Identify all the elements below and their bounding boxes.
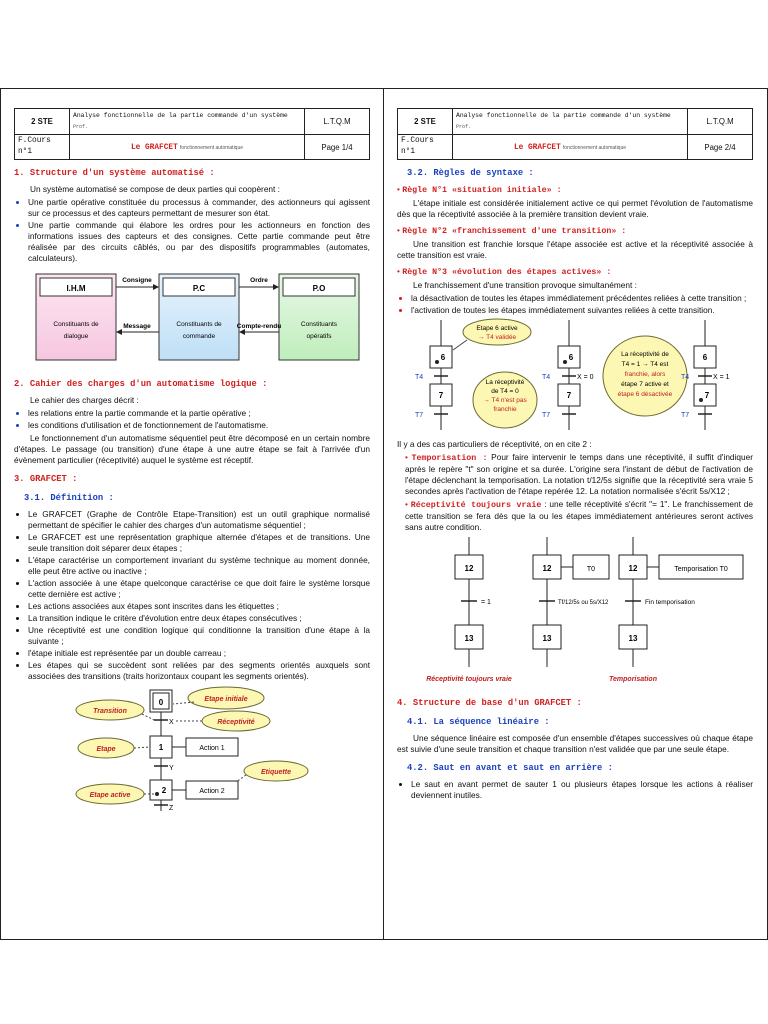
list-item: • l'activation de toutes les étapes immédiatement suivantes reliées à cette transition. [411,305,753,316]
receptivity-eq1: = 1 [481,599,491,606]
always-true-paragraph: • Réceptivité toujours vraie : une telle réceptivité s'écrit "= 1". Le franchissement de cette transition se fera dès que la ou les étapes immédiatement antérieures seront actives sans autre condition. [405,499,753,532]
transition-t7: T7 [681,412,690,419]
callout-text: Etape [96,746,116,753]
callout-text: → T4 n'est pas [483,397,527,404]
list-item: • les conditions d'utilisation et de fonctionnement de l'automatisme. [28,420,370,431]
rule-2: • Règle N°2 «franchissement d'une transition» : [397,225,627,236]
step-12: 12 [464,564,474,573]
school-label: L.T.Q.M [305,109,370,135]
class-label: 2 STE [398,109,453,135]
transition-t4: T4 [415,374,424,381]
callout-text: Etape 6 active [476,325,518,332]
action-t0: T0 [586,566,596,573]
section-4-1-title: 4.1. La séquence linéaire : [407,717,550,727]
receptivity-x0: X = 0 [577,374,594,381]
course-label: F.Cours n°1 [398,135,453,160]
step-12: 12 [542,564,552,573]
receptivity-x1: X = 1 [713,374,730,381]
step-13: 13 [464,634,474,643]
callout-pointer [142,714,154,720]
callout-text: Etape active [89,792,131,799]
action-1: Action 1 [199,745,225,752]
list-item: • L'action associée à une étape quelconque caractérise ce que doit faire le système lorsque cette dernière est active ; [28,578,370,600]
caption-tempo: Temporisation [609,676,657,683]
compte-rendu-label: Compte-rendu [236,323,282,330]
po-desc: opératifs [306,333,332,340]
doc-title: Le GRAFCET fonctionnement automatique [70,135,305,160]
section-1-list [14,197,370,264]
step-13: 13 [628,634,638,643]
pc-desc: Constituants de [176,321,222,328]
subject-label: Analyse fonctionnelle de la partie commande d'un système Prof. [70,109,305,135]
section-2-paragraph: Le fonctionnement d'un automatisme séquentiel peut être décomposé en un certain nombre d'étapes. Le passage (ou transition) d'une étape à une autre étape se fait à l'arrivée d'un évènement particulier (réceptivité) auquel le système est réceptif. [14,433,370,465]
pc-label: P.C [192,284,206,293]
callout-text: de T4 = 0 [491,388,519,395]
section-2-intro: Le cahier des charges décrit : [30,395,139,405]
callout-text: étape 7 active et [621,381,669,388]
callout-text: Transition [93,708,127,715]
callout-step6-active [463,319,531,345]
evolution-diagram [397,318,753,434]
tempo-paragraph: • Temporisation : Pour faire intervenir le temps dans une réceptivité, il suffit d'indiquer après le repère "t" son origine et sa durée. L'origine sera l'instant de début de l'activation de l'étape déclenchant la temporisation. La notation t/12/5s signifie que la réceptivité sera vraie 5 secondes après l'activation de l'étape repérée 12. La notation normalisée s'écrit 5s/X12 ; [405,452,753,496]
subject-label: Analyse fonctionnelle de la partie commande d'un système Prof. [453,109,688,135]
step-13: 13 [542,634,552,643]
list-item: • Le saut en avant permet de sauter 1 ou plusieurs étapes lorsque les actions à réaliser deviennent inutiles. [411,779,753,801]
list-item: • L'étape caractérise un comportement invariant du système technique au moment donnée, elle peut être active ou inactive ; [28,555,370,577]
list-item: • Une partie opérative constituée du processus à commander, des actionneurs qui agissent sur ce processus et des capteurs permettant de mesurer son état. [28,197,370,219]
rule-2-text: Une transition est franchie lorsque l'étape associée est active et la réceptivité associée à cette transition est vraie. [397,239,753,260]
transition-t4: T4 [542,374,551,381]
ihm-desc: dialogue [63,333,89,340]
callout-text: La réceptivité de [621,351,669,358]
list-item: • la désactivation de toutes les étapes immédiatement précédentes reliées à cette transition ; [411,293,753,304]
list-item: • Les actions associées aux étapes sont inscrites dans les étiquettes ; [28,601,370,612]
list-item: • Les étapes qui se succèdent sont reliées par des segments orientés auxquels sont associées des transitions (traits horizontaux coupant les segments orientés). [28,660,370,682]
grafcet-example-diagram [14,684,370,812]
section-3-2-title: 3.2. Règles de syntaxe : [407,168,534,178]
step-7: 7 [704,391,710,400]
step-12: 12 [628,564,638,573]
active-token [563,360,567,364]
list-item: • Une partie commande qui élabore les ordres pour les actionneurs en fonction des informations issues des capteurs et des consignes. Cette partie commande peut être réalisée par des circuits câblés, ou par des dispositifs programmables (automates, calculateurs). [28,220,370,264]
system-structure-diagram [14,266,370,368]
special-cases-intro: Il y a des cas particuliers de réceptivité, on en cite 2 : [397,439,592,449]
page-header [397,108,753,160]
callout-text: Etiquette [261,769,291,776]
step-1: 1 [158,743,164,752]
page-number: Page 1/4 [305,135,370,160]
list-item: • Le GRAFCET (Graphe de Contrôle Etape-Transition) est un outil graphique normalisé permettant de spécifier le cahier des charges d'un automatisme séquentiel ; [28,509,370,531]
page-2 [397,108,753,918]
list-item: • les relations entre la partie commande et la partie opérative ; [28,408,370,419]
callout-text: T4 = 1 → T4 est [621,361,669,368]
callout-text: franchie [493,406,517,413]
section-2-list [14,408,370,431]
callout-text: franchie, alors [624,371,666,378]
active-token [435,360,439,364]
step-2: 2 [161,786,167,795]
rule-3-list [397,293,753,316]
course-label: F.Cours n°1 [15,135,70,160]
receptivity-tempo: Tf/12/5s ou 5s/X12 [558,600,609,606]
step-0: 0 [158,698,164,707]
receptivity-examples-diagram [397,535,753,687]
list-item: • Une réceptivité est une condition logique qui conditionne la transition d'une étape à la suivante ; [28,625,370,647]
callout-text: Etape initiale [204,696,248,703]
section-3-title: 3. GRAFCET : [14,474,78,484]
step-7: 7 [566,391,572,400]
ihm-desc: Constituants de [53,321,99,328]
section-3-1-title: 3.1. Définition : [24,493,114,503]
list-item: • Le GRAFCET est une représentation graphique alternée d'étapes et de transitions. Une seule transition doit séparer deux étapes ; [28,532,370,554]
section-4-2-title: 4.2. Saut en avant et saut en arrière : [407,763,613,773]
po-label: P.O [312,284,326,293]
step-6: 6 [440,353,446,362]
section-4-title: 4. Structure de base d'un GRAFCET : [397,698,582,708]
transition-t7: T7 [415,412,424,419]
active-token [155,792,159,796]
active-token [699,398,703,402]
callout-text: Réceptivité [217,719,255,726]
callout-text: → T4 validée [477,334,517,341]
section-1-intro: Un système automatisé se compose de deux parties qui coopèrent : [30,184,280,194]
page-1 [14,108,370,918]
receptivity-x: X [169,719,174,726]
callout-text: étape 6 désactivée [617,391,673,398]
rule-3: • Règle N°3 «évolution des étapes actives» : [397,266,612,277]
list-item: • La transition indique le critère d'évolution entre deux étapes consécutives ; [28,613,370,624]
definition-list [14,509,370,682]
rule-1-text: L'étape initiale est considérée initialement active ce qui permet l'évolution de l'automatisme dès que la réceptivité associée à la première transition devient vraie. [397,198,753,219]
section-4-1-text: Une séquence linéaire est composée d'un ensemble d'étapes successives où chaque étape est suivie d'une seule transition et chaque transition n'est validée que par une seule étape. [397,733,753,754]
section-4-2-list [397,779,753,801]
transition-t4: T4 [681,374,690,381]
rule-1: • Règle N°1 «situation initiale» : [397,184,562,195]
receptivity-fin: Fin temporisation [645,599,695,606]
callout-pointer [453,340,467,350]
receptivity-y: Y [169,765,174,772]
callout-text: La réceptivité [485,379,525,386]
transition-t7: T7 [542,412,551,419]
message-label: Message [123,323,151,330]
section-2-title: 2. Cahier des charges d'un automatisme logique : [14,379,268,389]
pc-desc: commande [182,333,216,340]
step-7: 7 [438,391,444,400]
school-label: L.T.Q.M [688,109,753,135]
caption-always-true: Réceptivité toujours vraie [426,676,512,683]
class-label: 2 STE [15,109,70,135]
page-header [14,108,370,160]
receptivity-z: Z [169,805,174,812]
action-2: Action 2 [199,788,225,795]
page-number: Page 2/4 [688,135,753,160]
rule-3-intro: Le franchissement d'une transition provoque simultanément : [413,280,637,290]
ihm-label: I.H.M [66,284,86,293]
section-1-title: 1. Structure d'un système automatisé : [14,168,215,178]
step-6: 6 [568,353,574,362]
list-item: • l'étape initiale est représentée par un double carreau ; [28,648,370,659]
page-separator [383,88,384,940]
doc-title: Le GRAFCET fonctionnement automatique [453,135,688,160]
action-tempo: Temporisation T0 [674,566,728,573]
ordre-label: Ordre [250,277,268,284]
callout-pointer [134,747,150,748]
step-6: 6 [702,353,708,362]
po-desc: Constituants [300,321,338,328]
consigne-label: Consigne [122,277,152,284]
